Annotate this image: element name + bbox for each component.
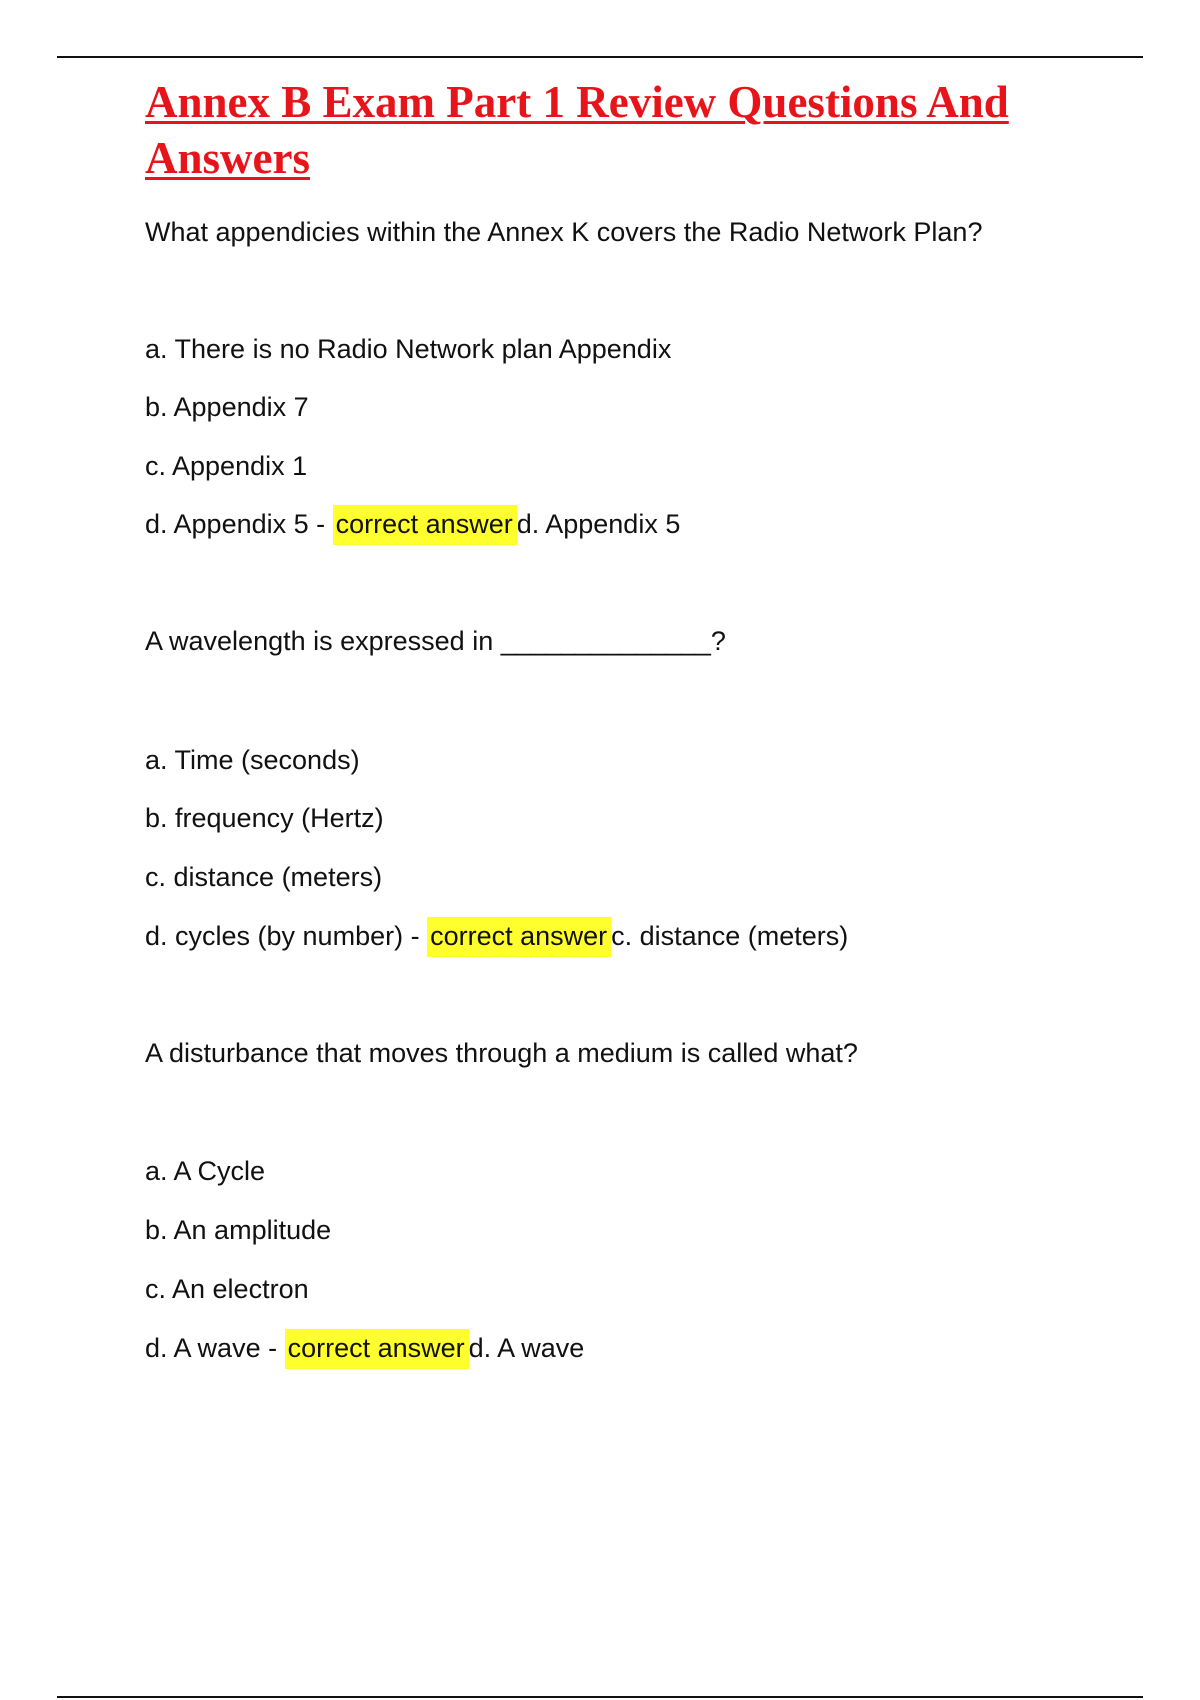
question-2-option-d: d. cycles (by number) - xyxy=(145,921,428,951)
document-title: Annex B Exam Part 1 Review Questions And Answers xyxy=(145,77,1009,183)
question-3-correct-answer-highlight: correct answer xyxy=(285,1329,469,1369)
question-1-option-a: a. There is no Radio Network plan Appendix xyxy=(145,334,672,364)
question-3: A disturbance that moves through a medium is called what? xyxy=(145,1038,858,1068)
question-3-option-d: d. A wave - xyxy=(145,1333,285,1363)
question-2-option-c: c. distance (meters) xyxy=(145,862,383,892)
question-1: What appendicies within the Annex K covers the Radio Network Plan? xyxy=(145,217,983,247)
question-3-option-d-line xyxy=(145,1330,584,1366)
question-3-option-b: b. An amplitude xyxy=(145,1215,332,1245)
top-rule xyxy=(57,56,1143,58)
question-2-option-a: a. Time (seconds) xyxy=(145,745,360,775)
question-1-option-d-line xyxy=(145,506,680,542)
question-1-option-d: d. Appendix 5 - xyxy=(145,509,333,539)
question-3-answer-text: d. A wave xyxy=(468,1333,585,1363)
question-1-option-c: c. Appendix 1 xyxy=(145,451,308,481)
question-2-option-d-line xyxy=(145,918,848,954)
question-1-correct-answer-highlight: correct answer xyxy=(333,505,517,545)
question-2-answer-text: c. distance (meters) xyxy=(611,921,849,951)
question-3-option-c: c. An electron xyxy=(145,1274,309,1304)
question-2: A wavelength is expressed in ______________? xyxy=(145,626,726,656)
question-1-answer-text: d. Appendix 5 xyxy=(516,509,681,539)
question-2-option-b: b. frequency (Hertz) xyxy=(145,803,384,833)
bottom-rule xyxy=(57,1696,1143,1698)
question-3-option-a: a. A Cycle xyxy=(145,1156,266,1186)
question-2-correct-answer-highlight: correct answer xyxy=(427,917,611,957)
question-1-option-b: b. Appendix 7 xyxy=(145,392,309,422)
